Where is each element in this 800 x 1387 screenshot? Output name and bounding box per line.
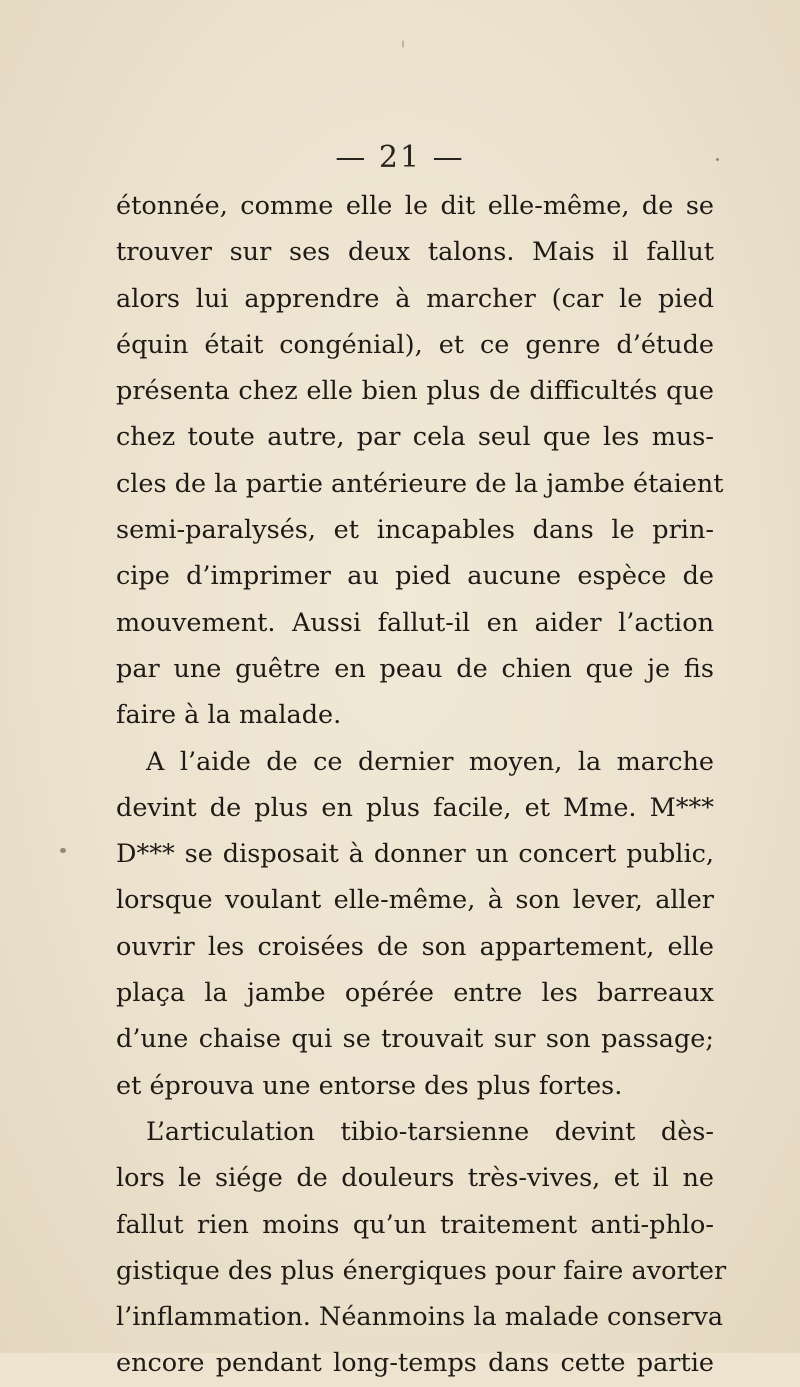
text-line: lors le siége de douleurs très-vives, et il ne: [116, 1163, 714, 1194]
text-line: équin était congénial), et ce genre d’étude: [116, 329, 714, 360]
text-line: plaça la jambe opérée entre les barreaux: [116, 978, 714, 1009]
text-line: L’articulation tibio-tarsienne devint dès-: [146, 1116, 714, 1147]
text-line: devint de plus en plus facile, et Mme. M***: [116, 792, 714, 823]
paper-speck: [716, 158, 719, 161]
text-line: d’une chaise qui se trouvait sur son passage;: [116, 1024, 714, 1055]
paper-speck: [402, 40, 404, 48]
text-line: lorsque voulant elle-même, à son lever, aller: [116, 885, 714, 916]
page-number: — 21 —: [335, 140, 465, 175]
text-line: par une guêtre en peau de chien que je fis: [116, 653, 714, 684]
text-line: semi-paralysés, et incapables dans le prin-: [116, 515, 714, 546]
text-line: présenta chez elle bien plus de difficultés que: [116, 376, 714, 407]
text-line: gistique des plus énergiques pour faire avorter: [116, 1255, 727, 1286]
text-line: cipe d’imprimer au pied aucune espèce de: [116, 561, 714, 592]
text-line: cles de la partie antérieure de la jambe étaient: [116, 468, 724, 499]
text-line: alors lui apprendre à marcher (car le pied: [116, 283, 714, 314]
text-line: étonnée, comme elle le dit elle-même, de se: [116, 191, 714, 221]
paper-speck: [60, 848, 66, 853]
text-line: A l’aide de ce dernier moyen, la marche: [146, 746, 714, 777]
text-line: faire à la malade.: [116, 700, 342, 731]
text-line: chez toute autre, par cela seul que les mus-: [116, 422, 714, 453]
text-line: D*** se disposait à donner un concert public,: [116, 839, 714, 870]
text-line: mouvement. Aussi fallut-il en aider l’action: [116, 607, 714, 638]
text-line: et éprouva une entorse des plus fortes.: [116, 1070, 623, 1101]
text-line: fallut rien moins qu’un traitement anti-phlo-: [116, 1209, 714, 1240]
text-line: ouvrir les croisées de son appartement, elle: [116, 931, 714, 962]
text-line: encore pendant long-temps dans cette partie: [116, 1348, 714, 1379]
body-text: [116, 183, 727, 1387]
text-line: trouver sur ses deux talons. Mais il fallut: [116, 237, 714, 268]
text-line: l’inflammation. Néanmoins la malade conserva: [116, 1302, 724, 1333]
